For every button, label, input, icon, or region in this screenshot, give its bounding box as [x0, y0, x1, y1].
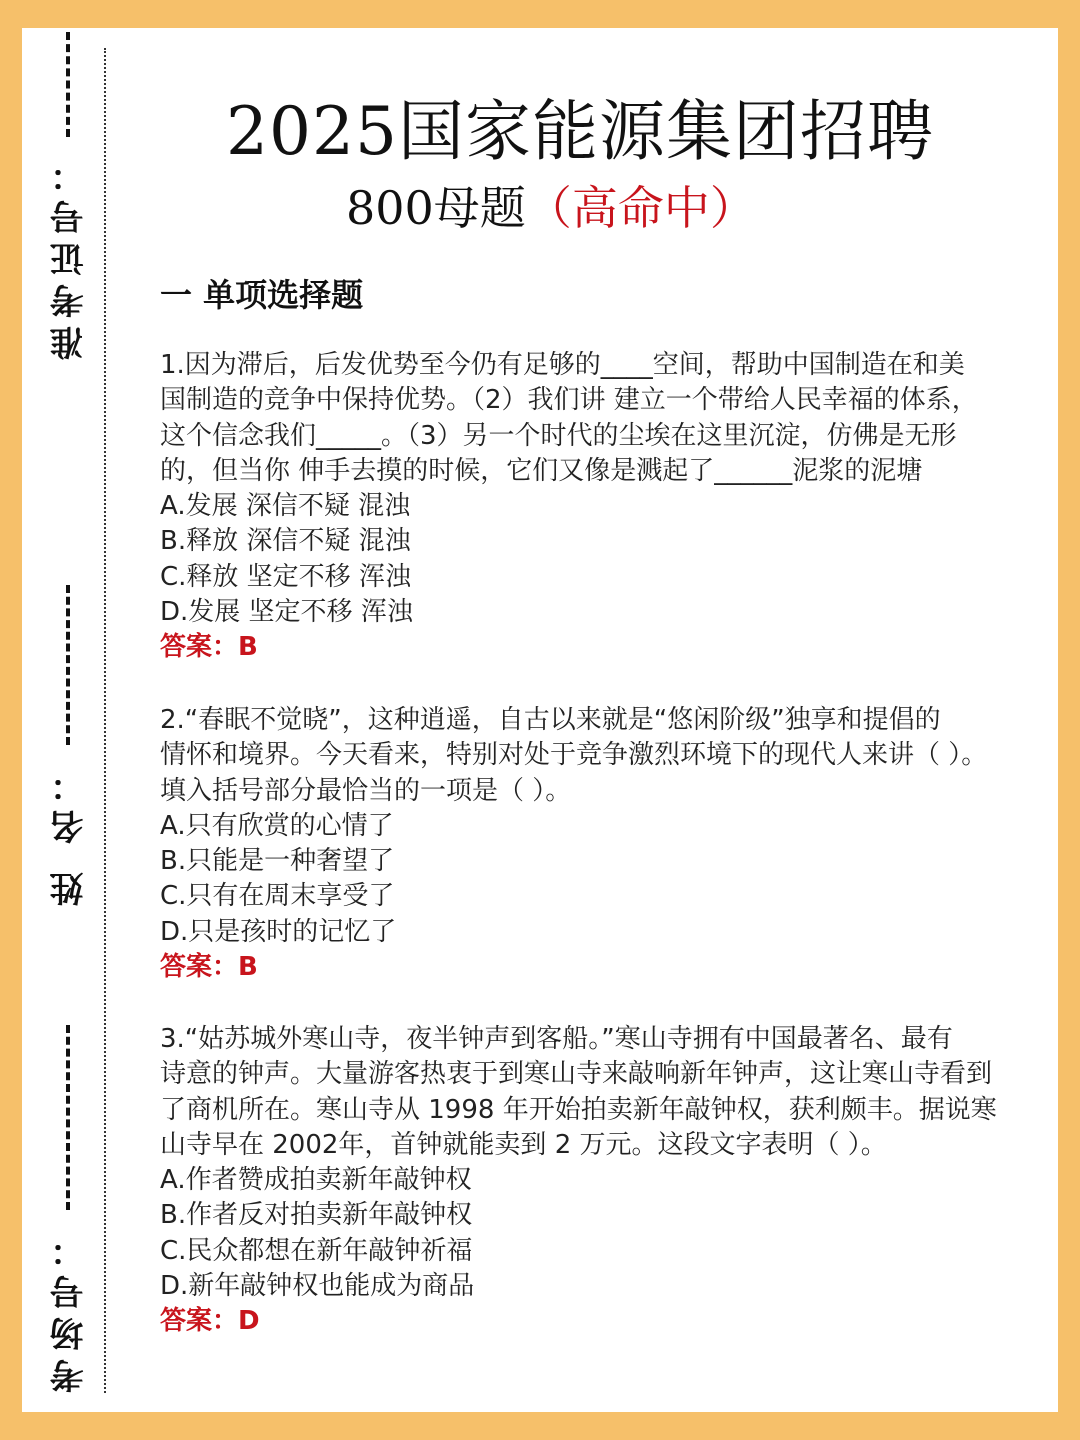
- answer: 答案：D: [160, 1306, 260, 1337]
- option-c: C.民众都想在新年敲钟祈福: [160, 1235, 473, 1266]
- question-3: [160, 1022, 1030, 1340]
- option-d: D.新年敲钟权也能成为商品: [160, 1271, 475, 1302]
- page-title: 2025国家能源集团招聘: [226, 93, 934, 170]
- option-a: A.发展 深信不疑 混浊: [160, 491, 411, 522]
- option-d: D.发展 坚定不移 浑浊: [160, 597, 413, 628]
- question-stem-line: 填入括号部分最恰当的一项是（ ）。: [160, 775, 572, 806]
- answer: 答案：B: [160, 632, 258, 663]
- option-b: B.释放 深信不疑 混浊: [160, 526, 411, 557]
- question-stem-line: 情怀和境界。今天看来，特别对处于竞争激烈环境下的现代人来讲（ ）。: [160, 740, 988, 771]
- option-b: B.作者反对拍卖新年敲钟权: [160, 1200, 473, 1231]
- option-d: D.只是孩时的记忆了: [160, 916, 397, 947]
- side-label-name: 姓 名：: [50, 760, 90, 906]
- question-stem-line: 山寺早在 2002年，首钟就能卖到 2 万元。这段文字表明（ ）。: [160, 1129, 887, 1160]
- side-dash-exam-id: [66, 32, 70, 137]
- question-stem-line: 了商机所在。寒山寺从 1998 年开始拍卖新年敲钟权，获利颇丰。据说寒: [160, 1094, 997, 1125]
- dotted-divider: [104, 48, 106, 1393]
- side-label-venue: 考场号：: [50, 1225, 90, 1393]
- answer: 答案：B: [160, 952, 258, 983]
- page-subtitle: [346, 172, 756, 238]
- question-stem-line: 2.“春眠不觉晓”，这种逍遥，自古以来就是“悠闲阶级”独享和提倡的: [160, 705, 941, 735]
- option-a: A.只有欣赏的心情了: [160, 810, 394, 841]
- question-2: [160, 703, 1030, 985]
- side-dash-name: [66, 585, 70, 745]
- option-a: A.作者赞成拍卖新年敲钟权: [160, 1165, 472, 1196]
- question-stem-line: 1.因为滞后，后发优势至今仍有足够的____空间，帮助中国制造在和美: [160, 350, 965, 380]
- question-stem-line: 3.“姑苏城外寒山寺，夜半钟声到客船。”寒山寺拥有中国最著名、最有: [160, 1024, 953, 1054]
- question-stem-line: 诗意的钟声。大量游客热衷于到寒山寺来敲响新年钟声，这让寒山寺看到: [160, 1059, 993, 1090]
- section-title: 一 单项选择题: [160, 276, 364, 314]
- side-label-exam-id: 准考证号：: [50, 150, 90, 360]
- option-c: C.释放 坚定不移 浑浊: [160, 561, 411, 592]
- side-dash-venue: [66, 1025, 70, 1210]
- option-b: B.只能是一种奢望了: [160, 846, 395, 877]
- question-stem-line: 这个信念我们_____。（3）另一个时代的尘埃在这里沉淀，仿佛是无形: [160, 420, 957, 451]
- question-stem-line: 国制造的竞争中保持优势。（2）我们讲 建立一个带给人民幸福的体系，: [160, 385, 978, 416]
- question-1: [160, 348, 1030, 666]
- option-c: C.只有在周末享受了: [160, 881, 395, 912]
- question-stem-line: 的，但当你 伸手去摸的时候，它们又像是溅起了______泥浆的泥塘: [160, 455, 923, 486]
- subtitle-highlight: （高命中）: [525, 181, 756, 235]
- subtitle-main: 800母题: [346, 181, 526, 235]
